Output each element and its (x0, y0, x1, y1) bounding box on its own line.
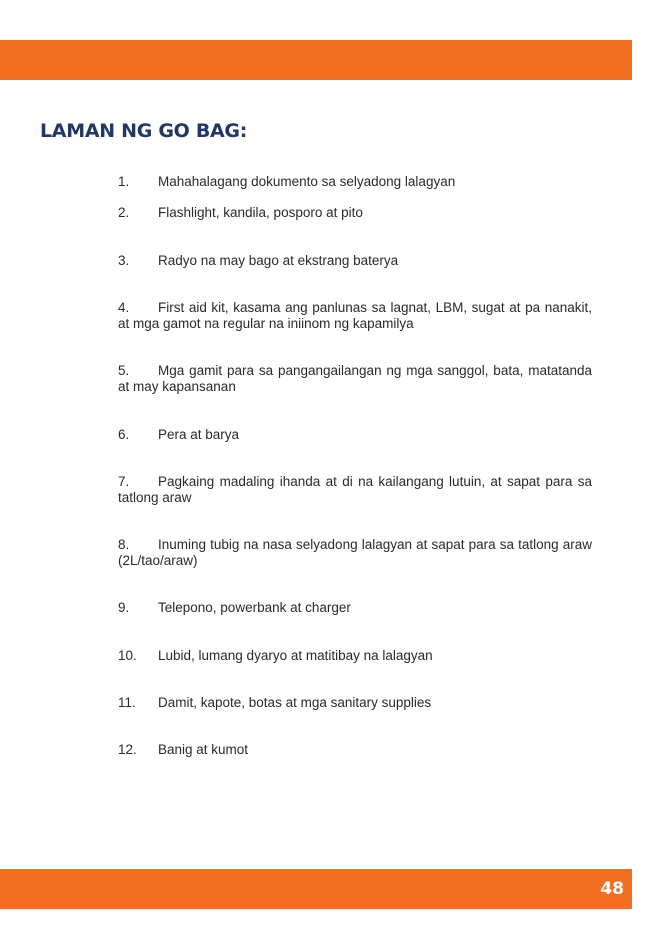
item-text: Pera at barya (158, 427, 240, 442)
list-item (118, 537, 592, 569)
item-number: 6. (118, 427, 130, 442)
item-text: Lubid, lumang dyaryo at matitibay na lalagyan (158, 648, 433, 663)
item-number: 9. (118, 600, 130, 615)
item-text: Radyo na may bago at ekstrang baterya (158, 253, 399, 268)
header-bar (0, 40, 632, 80)
list-item (118, 742, 592, 758)
list-item (118, 363, 592, 395)
list-item (118, 474, 592, 506)
item-text: Flashlight, kandila, posporo at pito (158, 205, 363, 220)
list-item (118, 174, 592, 190)
item-text: Pagkaing madaling ihanda at di na kailangang lutuin, at sapat para sa tatlong araw (118, 474, 592, 505)
item-number: 3. (118, 253, 130, 268)
item-number: 7. (118, 474, 130, 489)
item-number: 1. (118, 174, 130, 189)
footer-bar (0, 869, 632, 909)
list-item (118, 427, 592, 443)
item-text: Damit, kapote, botas at mga sanitary supplies (158, 695, 432, 710)
list-item (118, 600, 592, 616)
item-text: Mga gamit para sa pangangailangan ng mga sanggol, bata, matatanda at may kapansanan (118, 363, 592, 394)
item-text: Banig at kumot (158, 742, 249, 757)
item-text: First aid kit, kasama ang panlunas sa lagnat, LBM, sugat at pa nanakit, at mga gamot na regular na iniinom ng kapamilya (118, 300, 592, 331)
list-item (118, 300, 592, 332)
page-number: 48 (600, 879, 624, 899)
item-number: 8. (118, 537, 130, 552)
item-number: 5. (118, 363, 130, 378)
item-number: 4. (118, 300, 130, 315)
item-number: 12. (118, 742, 137, 757)
item-text: Inuming tubig na nasa selyadong lalagyan at sapat para sa tatlong araw (2L/tao/araw) (118, 537, 592, 568)
item-number: 11. (118, 695, 136, 710)
page-title: LAMAN NG GO BAG: (40, 120, 247, 142)
item-number: 2. (118, 205, 130, 220)
list-item (118, 253, 592, 269)
item-text: Mahahalagang dokumento sa selyadong lalagyan (158, 174, 456, 189)
item-number: 10. (118, 648, 137, 663)
item-text: Telepono, powerbank at charger (158, 600, 351, 615)
list-item (118, 648, 592, 664)
list-item (118, 205, 592, 221)
list-item (118, 695, 592, 711)
